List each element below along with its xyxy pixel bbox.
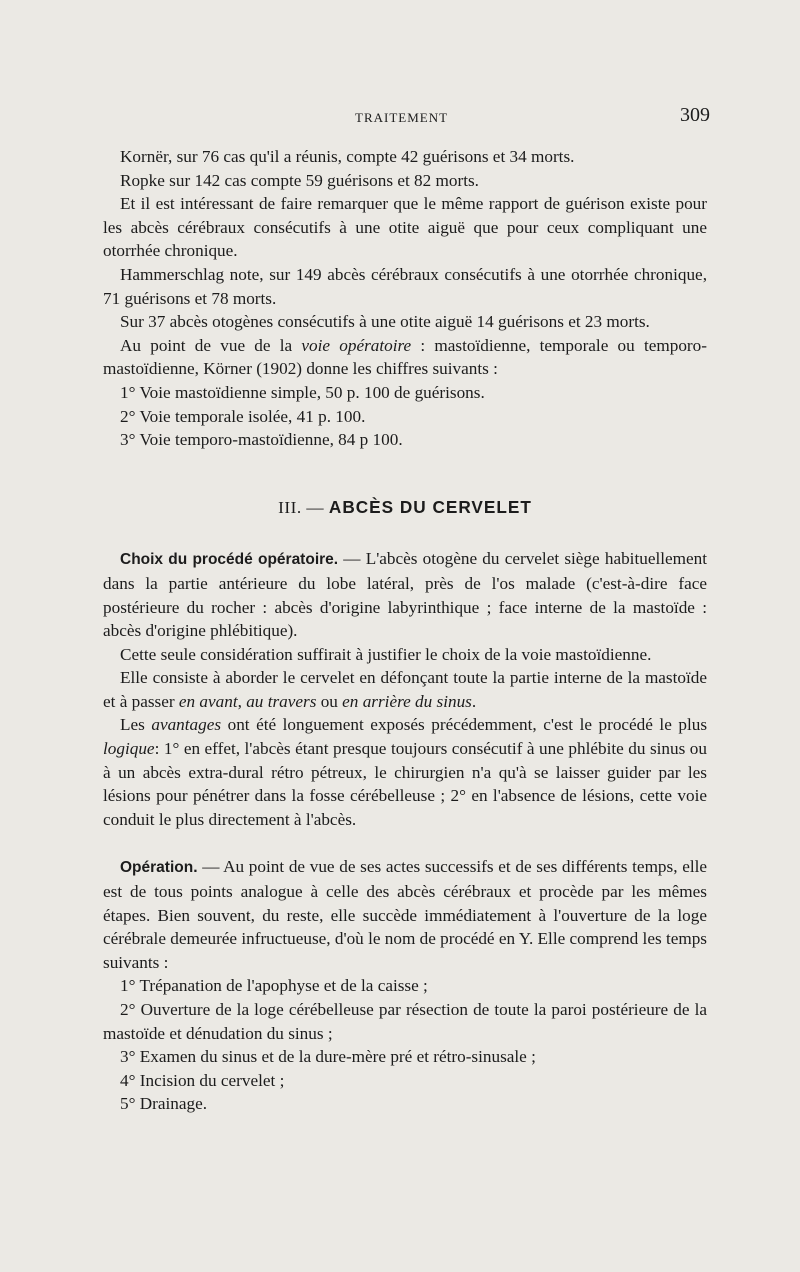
paragraph: Elle consiste à aborder le cervelet en défonçant toute la partie interne de la mastoïde et à passer en avant, au travers ou en arrière du sinus. (103, 668, 707, 711)
text: : 1° en effet, l'abcès étant presque toujours consécutif à une phlébite du sinus ou à un abcès extra-dural rétro pétreux, le chirurgien n'a qu'à se laisser guider par les lésions pour pénétrer dans la fosse cérébelleuse ; 2° en l'absence de lésions, cette voie conduit le plus directement à l'abcès. (103, 739, 707, 829)
page-header (100, 104, 710, 128)
emphasis: avantages (151, 715, 222, 735)
list-item: 3° Examen du sinus et de la dure-mère pré et rétro-sinusale ; (120, 1047, 536, 1067)
paragraph: Kornër, sur 76 cas qu'il a réunis, compte 42 guérisons et 34 morts. (120, 147, 575, 166)
emphasis: en arrière du sinus (342, 691, 472, 711)
list-item: 5° Drainage. (120, 1094, 208, 1114)
text: Au point de vue de la (120, 335, 293, 355)
run-in-heading: Opération. (120, 859, 198, 877)
list-item: 2° Ouverture de la loge cérébelleuse par résection de toute la paroi postérieure de la mastoïde et dénudation du sinus ; (103, 1000, 707, 1043)
paragraph: Ropke sur 142 cas compte 59 guérisons et 82 morts. (120, 170, 479, 190)
paragraph: Sur 37 abcès otogènes consécutifs à une otite aiguë 14 guérisons et 23 morts. (120, 312, 650, 332)
text: Elle consiste à aborder le cervelet en défonçant toute la partie interne de la mastoïde et à passer (103, 668, 707, 711)
page-number: 309 (680, 104, 710, 126)
list-item: 4° Incision du cervelet ; (120, 1070, 285, 1090)
list-item: 2° Voie temporale isolée, 41 p. 100. (120, 406, 366, 426)
paragraph: Hammerschlag note, sur 149 abcès cérébraux consécutifs à une otorrhée chronique, 71 guérisons et 78 morts. (103, 264, 707, 308)
text: ou (320, 691, 338, 711)
list-item: 1° Trépanation de l'apophyse et de la caisse ; (120, 976, 428, 996)
paragraph (103, 334, 707, 381)
emphasis: voie opératoire (301, 335, 412, 355)
emphasis: au travers (246, 691, 317, 711)
paragraph (103, 547, 707, 642)
paragraph (103, 855, 707, 974)
page-body (103, 145, 707, 1116)
spacer (103, 831, 707, 855)
run-in-heading: Choix du procédé opératoire. (120, 551, 339, 569)
section-heading (103, 496, 707, 520)
text: : mastoïdienne, temporale ou temporo-mastoïdienne, Körner (1902) donne les chiffres suivants : (103, 335, 707, 379)
list-item: 1° Voie mastoïdienne simple, 50 p. 100 de guérisons. (120, 382, 485, 402)
paragraph (103, 713, 707, 831)
list-item: 3° Voie temporo-mastoïdienne, 84 p 100. (120, 430, 403, 450)
emphasis: logique (103, 739, 155, 759)
paragraph: Et il est intéressant de faire remarquer que le même rapport de guérison existe pour les abcès cérébraux consécutifs à une otite aiguë que pour ceux compliquant une otorrhée chronique. (103, 194, 707, 261)
text: — L'abcès otogène du cervelet siège habituellement dans la partie antérieure du lobe latéral, près de l'os malade (c'est-à-dire face postérieure du rocher : abcès d'origine labyrinthique ; face interne de la mastoïde : abcès d'origine phlébitique). (103, 549, 707, 641)
text: — Au point de vue de ses actes successifs et de ses différents temps, elle est de tous points analogue à celle des abcès cérébraux et procède par les mêmes étapes. Bien souvent, du reste, elle succède immédiatement à l'ouverture de la loge cérébrale demeurée infructueuse, d'où le nom de procédé en Y. Elle comprend les temps suivants : (103, 857, 708, 972)
emphasis: en avant (178, 691, 238, 711)
section-number: III. — (278, 497, 325, 517)
section-label: ABCÈS DU CERVELET (328, 496, 532, 517)
paragraph: Cette seule considération suffirait à justifier le choix de la voie mastoïdienne. (120, 644, 652, 664)
text: Les (120, 715, 145, 735)
text: ont été longuement exposés précédemment, c'est le procédé le plus (227, 715, 708, 735)
running-title: TRAITEMENT (355, 110, 449, 125)
